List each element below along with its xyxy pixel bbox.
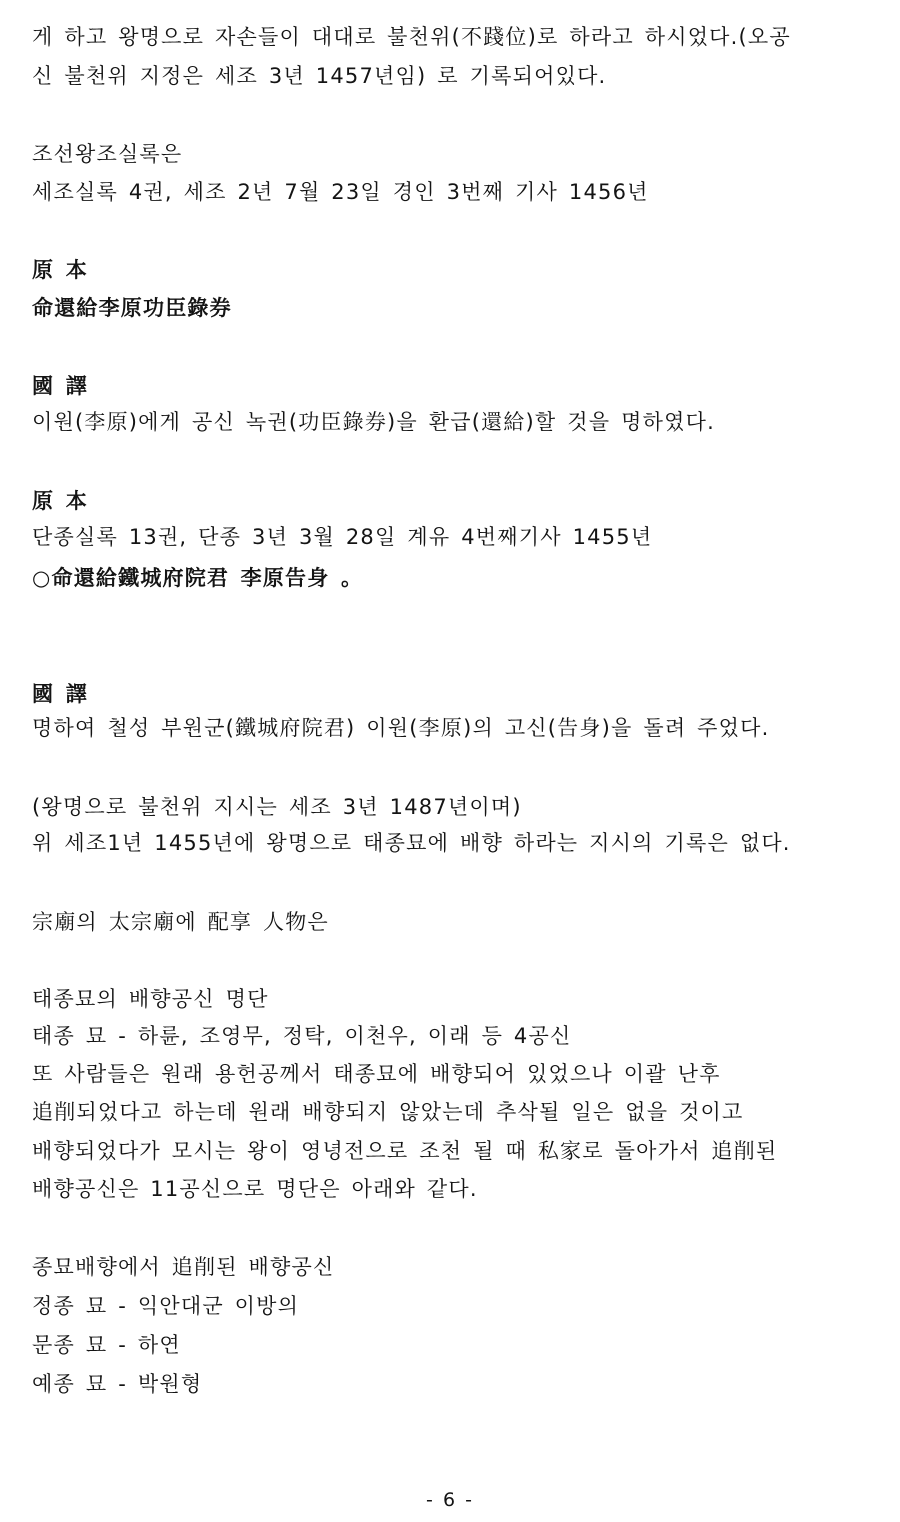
text-line-22: 배향공신은 11공신으로 명단은 아래와 같다. <box>32 1177 478 1201</box>
text-line-23: 종묘배향에서 追削된 배향공신 <box>32 1255 335 1279</box>
text-line-3: 조선왕조실록은 <box>32 142 183 166</box>
text-line-1: 게 하고 왕명으로 자손들이 대대로 불천위(不踐位)로 하라고 하시었다.(오공 <box>32 25 791 49</box>
text-line-14: (왕명으로 불천위 지시는 세조 3년 1487년이며) <box>32 795 522 819</box>
text-line-16: 宗廟의 太宗廟에 配享 人物은 <box>32 910 329 934</box>
section-heading-translation-2: 國 譯 <box>32 682 88 706</box>
text-line-8: 이원(李原)에게 공신 녹권(功臣錄券)을 환급(還給)할 것을 명하였다. <box>32 410 715 434</box>
section-heading-translation: 國 譯 <box>32 374 88 398</box>
text-line-17: 태종묘의 배향공신 명단 <box>32 987 269 1011</box>
original-text-line: 命還給李原功臣錄券 <box>32 296 232 320</box>
text-line-13: 명하여 철성 부원군(鐵城府院君) 이원(李原)의 고신(告身)을 돌려 주었다. <box>32 716 770 740</box>
text-line-20: 追削되었다고 하는데 원래 배향되지 않았는데 추삭될 일은 없을 것이고 <box>32 1100 744 1124</box>
text-line-24: 정종 묘 - 익안대군 이방의 <box>32 1294 300 1318</box>
section-heading-original-2: 原 本 <box>32 489 88 513</box>
text-line-18: 태종 묘 - 하륜, 조영무, 정탁, 이천우, 이래 등 4공신 <box>32 1024 572 1048</box>
text-line-19: 또 사람들은 원래 용헌공께서 태종묘에 배향되어 있었으나 이괄 난후 <box>32 1062 721 1086</box>
text-line-26: 예종 묘 - 박원형 <box>32 1372 203 1396</box>
text-line-2: 신 불천위 지정은 세조 3년 1457년임) 로 기록되어있다. <box>32 64 607 88</box>
text-line-10: 단종실록 13권, 단종 3년 3월 28일 계유 4번째기사 1455년 <box>32 525 653 549</box>
text-line-15: 위 세조1년 1455년에 왕명으로 태종묘에 배향 하라는 지시의 기록은 없다. <box>32 831 791 855</box>
page-number: - 6 - <box>426 1489 474 1511</box>
text-line-4: 세조실록 4권, 세조 2년 7월 23일 경인 3번째 기사 1456년 <box>32 180 649 204</box>
text-line-21: 배향되었다가 모시는 왕이 영녕전으로 조천 될 때 私家로 돌아가서 追削된 <box>32 1139 778 1163</box>
section-heading-original: 原 本 <box>32 258 88 282</box>
text-line-25: 문종 묘 - 하연 <box>32 1333 181 1357</box>
original-text-line-2: ○命還給鐵城府院君 李原告身 。 <box>32 566 364 590</box>
